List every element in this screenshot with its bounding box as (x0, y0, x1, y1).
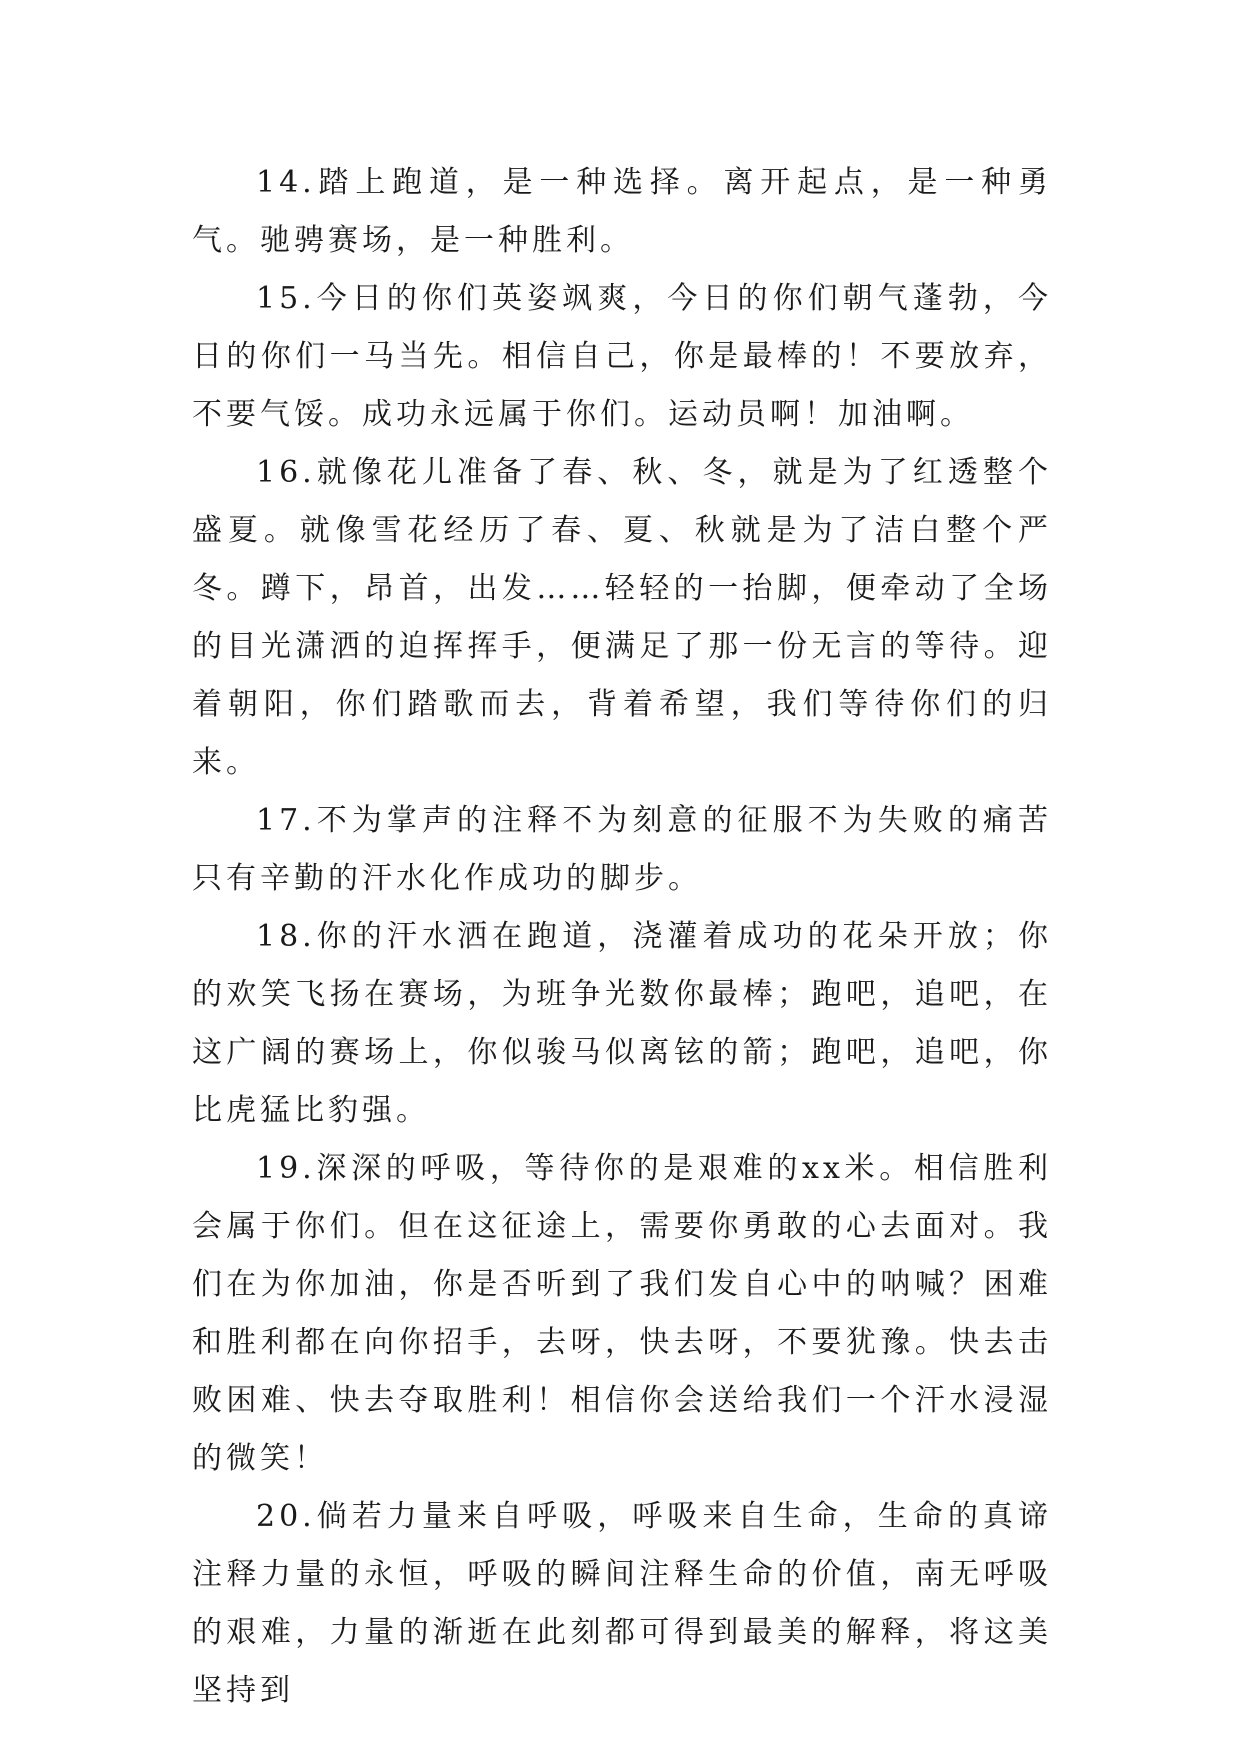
paragraph-16: 16.就像花儿准备了春、秋、冬，就是为了红透整个盛夏。就像雪花经历了春、夏、秋就是为了洁白整个严冬。蹲下，昂首，出发……轻轻的一抬脚，便牵动了全场的目光潇洒的迫挥挥手，便满足了那一份无言的等待。迎着朝阳，你们踏歌而去，背着希望，我们等待你们的归来。 (192, 455, 1052, 780)
paragraph-14: 14.踏上跑道，是一种选择。离开起点，是一种勇气。驰骋赛场，是一种胜利。 (192, 165, 1052, 258)
paragraph-19: 19.深深的呼吸，等待你的是艰难的xx米。相信胜利会属于你们。但在这征途上，需要你勇敢的心去面对。我们在为你加油，你是否听到了我们发自心中的呐喊？困难和胜利都在向你招手，去呀，快去呀，不要犹豫。快去击败困难、快去夺取胜利！相信你会送给我们一个汗水浸湿的微笑！ (192, 1151, 1052, 1476)
paragraph-15: 15.今日的你们英姿飒爽，今日的你们朝气蓬勃，今日的你们一马当先。相信自己，你是最棒的！不要放弃，不要气馁。成功永远属于你们。运动员啊！加油啊。 (192, 281, 1052, 432)
document-body (192, 154, 1052, 1720)
paragraph-17: 17.不为掌声的注释不为刻意的征服不为失败的痛苦只有辛勤的汗水化作成功的脚步。 (192, 803, 1052, 896)
paragraph-18: 18.你的汗水洒在跑道，浇灌着成功的花朵开放；你的欢笑飞扬在赛场，为班争光数你最棒；跑吧，追吧，在这广阔的赛场上，你似骏马似离铉的箭；跑吧，追吧，你比虎猛比豹强。 (192, 919, 1052, 1128)
paragraph-20: 20.倘若力量来自呼吸，呼吸来自生命，生命的真谛注释力量的永恒，呼吸的瞬间注释生命的价值，南无呼吸的艰难，力量的渐逝在此刻都可得到最美的解释，将这美坚持到 (192, 1499, 1052, 1708)
